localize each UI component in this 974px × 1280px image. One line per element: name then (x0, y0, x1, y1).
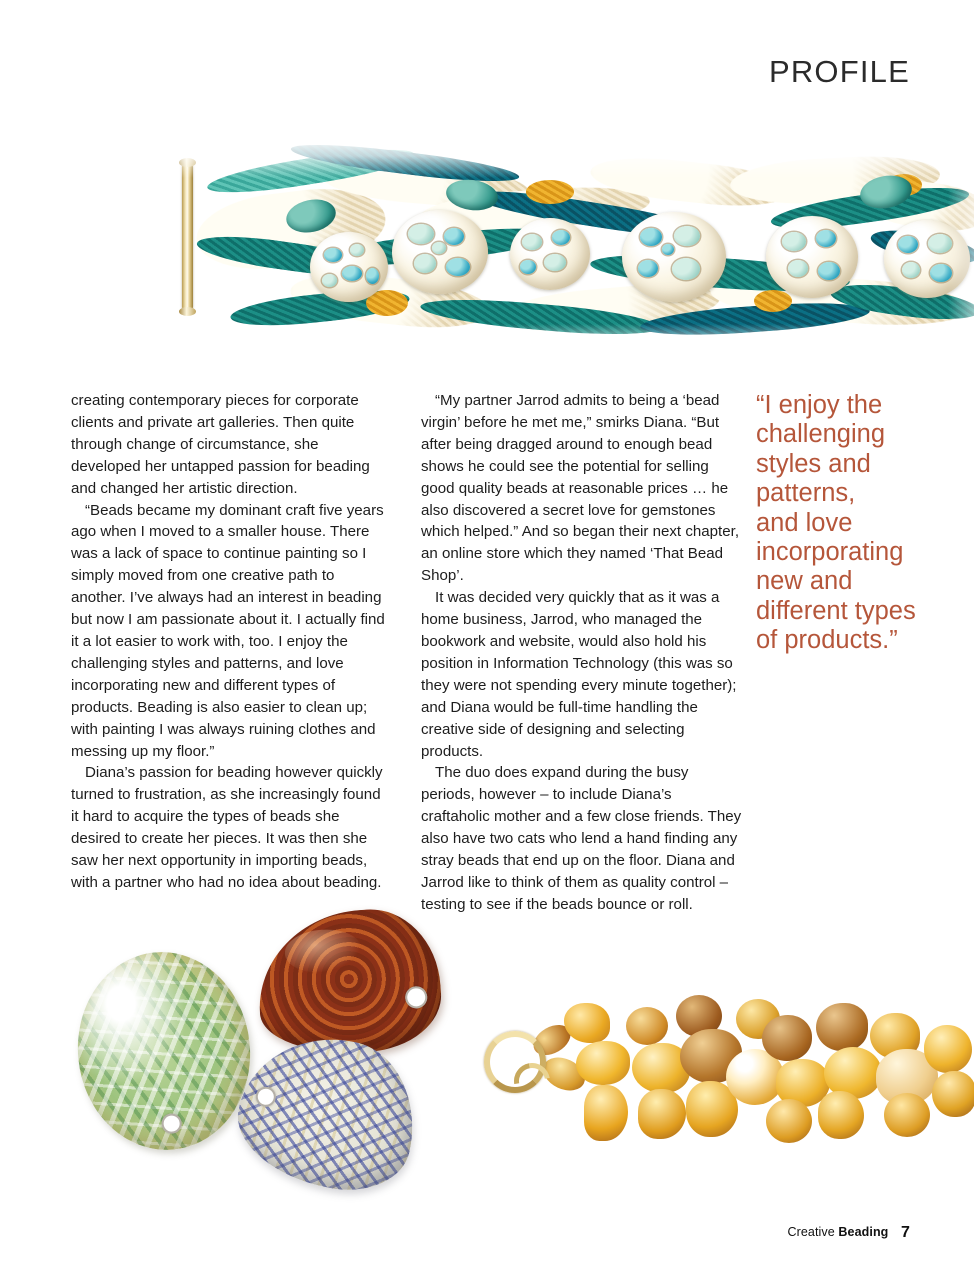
bead-dot (520, 260, 536, 274)
pendant-hole (160, 1113, 182, 1135)
spiral-highlight (283, 927, 362, 975)
bead-dot (818, 262, 840, 280)
bead-dot (544, 254, 566, 271)
lampwork-focal-bead (310, 232, 388, 302)
amber-bead (766, 1099, 812, 1143)
brand-name-light: Creative (787, 1225, 835, 1239)
paragraph: creating contemporary pieces for corporate clients and private art galleries. Then quite through change of circumstance, she developed her untapped passion for beading and changed her artistic direction. (71, 392, 370, 497)
bead-dot (324, 248, 342, 262)
amber-bracelet-photo (480, 985, 974, 1170)
article-column-2 (421, 390, 743, 916)
green-disc-pendant (68, 944, 260, 1159)
lampwork-focal-bead (766, 216, 858, 298)
bead-dot (788, 260, 808, 277)
topaz-bead (762, 1015, 812, 1061)
bead-dot (898, 236, 918, 253)
pull-quote-line: incorporating (756, 538, 904, 567)
lampwork-focal-bead (510, 218, 590, 290)
bead-dot (640, 228, 662, 246)
article-column-1 (71, 390, 389, 894)
amber-bead (638, 1089, 686, 1139)
bead-dot (552, 230, 570, 245)
paragraph: Diana’s passion for beading however quickly turned to frustration, as she increasingly found it hard to acquire the types of beads she desired to create her pieces. It was then she saw her next opportunity in importing beads, with a partner who had no idea about beading. (71, 764, 383, 891)
paragraph: The duo does expand during the busy periods, however – to include Diana’s craftaholic mother and a few close friends. They also have two cats who lend a hand finding any stray beads that end up on the floor. Diana and Jarrod like to think of them as quality control – testing to see if the beads bounce or roll. (421, 764, 742, 913)
amber-bead (576, 1041, 630, 1085)
amber-bead (932, 1071, 974, 1117)
amber-bead (584, 1085, 628, 1141)
brand-name-bold: Beading (838, 1225, 889, 1239)
bead-dot (414, 254, 436, 273)
page-footer (787, 1224, 910, 1242)
bead-dot (444, 228, 464, 245)
page-number: 7 (901, 1224, 910, 1241)
pull-quote-line: new and (756, 567, 853, 596)
amber-bead (924, 1025, 972, 1073)
pendant-photo (70, 905, 470, 1205)
bead-dot (432, 242, 446, 254)
amber-bead (626, 1007, 668, 1045)
lampwork-focal-bead (622, 212, 726, 302)
pull-quote-line: of products.” (756, 626, 898, 655)
bead-dot (446, 258, 470, 276)
amber-accent-bead (526, 180, 574, 204)
bead-dot (408, 224, 434, 244)
amber-bead (884, 1093, 930, 1137)
amber-accent-bead (754, 290, 792, 312)
lampwork-focal-bead (392, 210, 488, 294)
pull-quote-line: different types (756, 596, 916, 625)
bead-dot (902, 262, 920, 278)
photo-fade-right (948, 138, 974, 366)
amber-bead (564, 1003, 610, 1043)
pull-quote-line: “I enjoy the (756, 391, 883, 419)
rust-spiral-pendant (253, 905, 444, 1059)
pull-quote (756, 391, 966, 656)
pendant-hole (404, 985, 427, 1008)
bead-dot (322, 274, 337, 287)
pull-quote-line: patterns, (756, 479, 856, 508)
pull-quote-line: styles and (756, 449, 871, 478)
hero-bracelet-photo (170, 138, 974, 366)
bead-dot (816, 230, 836, 247)
photo-fade-bottom (170, 324, 974, 366)
bead-dot (674, 226, 700, 246)
topaz-bead (816, 1003, 868, 1051)
paragraph: It was decided very quickly that as it was a home business, Jarrod, who managed the bookwork and website, would also hold his position in Information Technology (this was so they were not spending every minute together); and Diana would be full-time handling the creative side of designing and selecting products. (421, 589, 737, 760)
pendant-hole (254, 1085, 278, 1109)
bead-dot (350, 244, 364, 256)
bead-dot (782, 232, 806, 251)
bead-dot (662, 244, 674, 255)
bar-clasp-icon (182, 162, 193, 312)
photo-fade-top (170, 138, 974, 178)
bead-dot (672, 258, 700, 280)
bead-dot (366, 268, 379, 284)
amber-bead (818, 1091, 864, 1139)
paragraph: “My partner Jarrod admits to being a ‘bead virgin’ before he met me,” smirks Diana. “But after being dragged around to enough bead shows he could see the potential for selling good quality beads at reasonable prices … he also discovered a secret love for gemstones which helped.” And so began their next chapter, an online store which they named ‘That Bead Shop’. (421, 392, 740, 585)
paragraph: “Beads became my dominant craft five years ago when I moved to a smaller house. There was a lack of space to continue painting so I simply moved from one creative path to another. I’ve always had an interest in beading but now I am passionate about it. I actually find it a lot easier to work with, too. I enjoy the challenging styles and patterns, and love incorporating new and different types of products. Beading is also easier to clean up; with painting I was always ruining clothes and messing up my floor.” (71, 501, 385, 760)
pull-quote-line: and love (756, 508, 853, 537)
pull-quote-line: challenging (756, 420, 886, 449)
bead-dot (342, 266, 362, 281)
bead-dot (522, 234, 542, 250)
hero-photo-stage (170, 138, 974, 366)
bead-dot (638, 260, 658, 277)
page-section-header: PROFILE (768, 54, 910, 89)
blue-white-teardrop-pendant (227, 1021, 430, 1202)
